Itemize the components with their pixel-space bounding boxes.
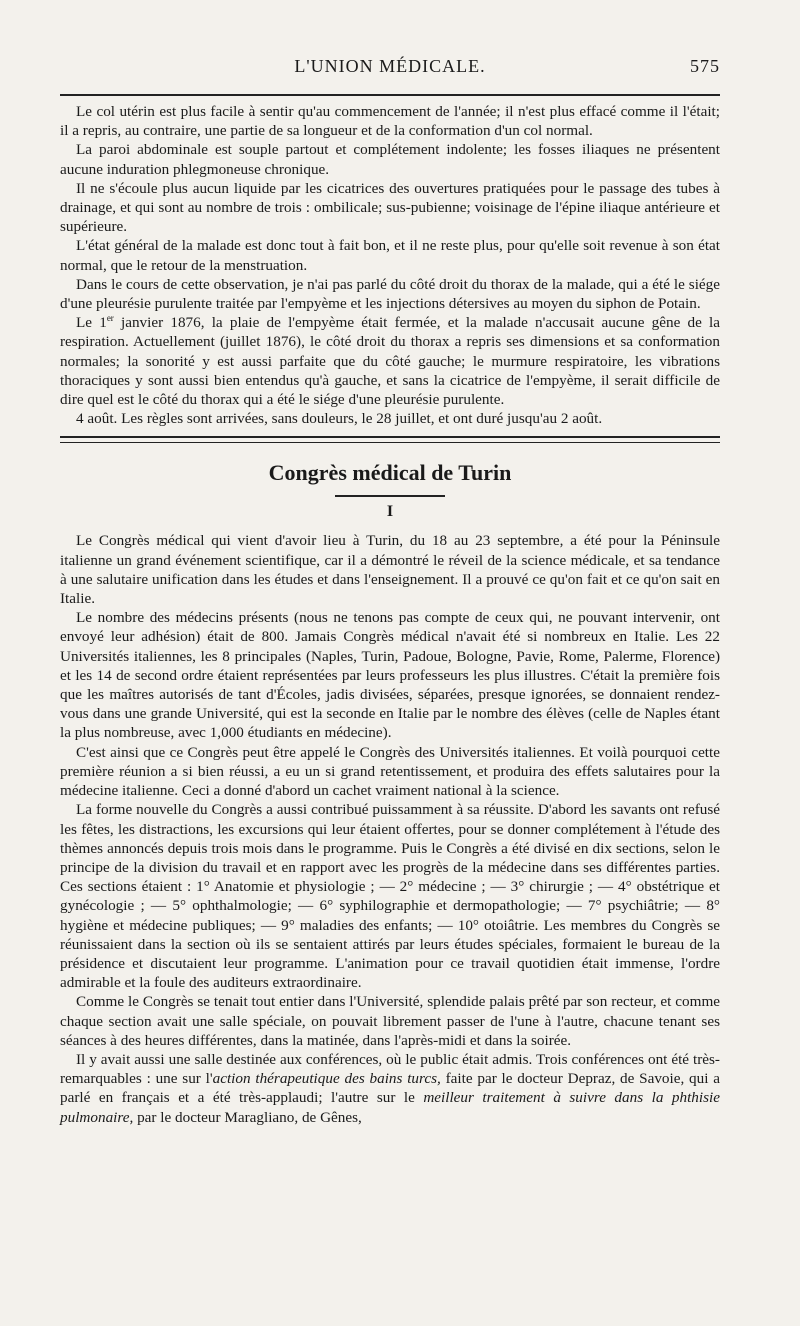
paragraph-january xyxy=(60,313,720,409)
paragraph: Le nombre des médecins présents (nous ne tenons pas compte de ceux qui, ne pouvant intervenir, ont envoyé leur adhésion) était de 800. Jamais Congrès médical n'avait été si nombreux en Italie. Les 22 Universités italiennes, les 8 principales (Naples, Turin, Padoue, Bologne, Pavie, Rome, Palerme, Florence) et les 14 de second ordre étaient représentées par leurs professeurs les plus illustres. C'était la première fois que les maîtres autorisés de tant d'Écoles, jadis divisées, séparées, presque ignorées, se donnaient rendez-vous dans une grande Université, qui est la seconde en Italie par le nombre des élèves (celle de Naples étant la plus nombreuse, avec 1,000 étudiants en médecine). xyxy=(60,609,720,742)
text-run: faite par le docteur Depraz, de Savoie, qui a parlé en français et a été très-applaudi; l'autre sur le xyxy=(60,1070,720,1107)
paragraph: Le col utérin est plus facile à sentir qu'au commencement de l'année; il n'est plus effacé comme il l'était; il a repris, au contraire, une partie de sa longueur et de la conformation d'un col normal. xyxy=(60,103,720,140)
running-head xyxy=(60,56,720,86)
paragraph: Dans le cours de cette observation, je n'ai pas parlé du côté droit du thorax de la malade, qui a été le siége d'une pleurésie purulente traitée par l'empyème et les injections détersives au moyen du siphon de Potain. xyxy=(60,275,720,313)
page-number: 575 xyxy=(690,56,720,76)
italic-title: meilleur traitement à suivre dans la phthisie pulmonaire, xyxy=(60,1089,720,1126)
paragraph: Comme le Congrès se tenait tout entier dans l'Université, splendide palais prêté par son recteur, et comme chaque section avait une salle spéciale, on pouvait librement passer de l'une à l'autre, chacune tenant ses séances à des heures différentes, dans la matinée, dans l'après-midi et dans la soirée. xyxy=(60,993,720,1049)
article-title: Congrès médical de Turin xyxy=(268,460,512,486)
section-divider xyxy=(60,436,720,443)
text-run: Il y avait aussi une salle destinée aux conférences, où le public était admis. Trois conférences ont été très-remarquables : une sur l' xyxy=(60,1050,720,1088)
header-rule xyxy=(60,94,720,96)
paragraph: Le Congrès médical qui vient d'avoir lieu à Turin, du 18 au 23 septembre, a été pour la Péninsule italienne un grand événement scientifique, car il a démontré le réveil de la science médicale, et sa tendance à une salutaire unification dans les études et dans l'enseignement. Il a prouvé ce qu'on fait et ce qu'on sait en Italie. xyxy=(60,532,720,608)
text-run: par le docteur Maragliano, de Gênes, xyxy=(133,1108,362,1126)
paragraph-conferences xyxy=(60,1050,720,1127)
superscript: er xyxy=(106,313,114,324)
paragraph: La forme nouvelle du Congrès a aussi contribué puissamment à sa réussite. D'abord les savants ont refusé les fêtes, les distractions, les excursions qui leur étaient offertes, pour se donner complétement à l'étude des thèmes annoncés depuis trois mois dans le programme. Puis le Congrès a été divisé en dix sections, selon le principe de la division du travail et en rapport avec les progrès de la médecine dans ses différentes parties. Ces sections étaient : 1° Anatomie et physiologie ; — 2° médecine ; — 3° chirurgie ; — 4° obstétrique et gynécologie ; — 5° ophthalmologie; — 6° syphilographie et dermopathologie; — 7° psychiâtrie; — 8° hygiène et médecine publiques; — 9° maladies des enfants; — 10° otoiâtrie. Les membres du Congrès se réunissaient dans la section où ils se sentaient attirés par leurs études spéciales, formaient le bureau de la présidence et discutaient leur programme. L'animation pour ce travail quotidien était immense, l'ordre admirable et la foule des auditeurs extraordinaire. xyxy=(60,801,720,992)
paragraph: 4 août. Les règles sont arrivées, sans douleurs, le 28 juillet, et ont duré jusqu'au 2 août. xyxy=(76,410,603,428)
paragraph: C'est ainsi que ce Congrès peut être appelé le Congrès des Universités italiennes. Et voilà pourquoi cette première réunion a si bien réussi, a eu un si grand retentissement, et produira des effets salutaires pour la médecine italienne. Ceci a donné d'abord un cachet vraiment national à la science. xyxy=(60,743,720,800)
section-number: I xyxy=(386,503,394,521)
paragraph: L'état général de la malade est donc tout à fait bon, et il ne reste plus, pour qu'elle soit revenue à son état normal, que le retour de la menstruation. xyxy=(60,237,720,274)
journal-title: L'UNION MÉDICALE. xyxy=(294,56,486,76)
title-rule xyxy=(335,495,445,497)
paragraph: Il ne s'écoule plus aucun liquide par les cicatrices des ouvertures pratiquées pour le passage des tubes à drainage, et qui sont au nombre de trois : ombilicale; sus-pubienne; voisinage de l'épine iliaque antérieure et supérieure. xyxy=(60,179,720,236)
italic-title: action thérapeutique des bains turcs, xyxy=(212,1070,441,1088)
date-rest: janvier 1876, la plaie de l'empyème était fermée, et la malade n'accusait aucune gêne de la respiration. Actuellement (juillet 1876), le côté droit du thorax a repris ses dimensions et sa conformation normales; la sonorité y est aussi parfaite que du côté gauche; le murmure respiratoire, les vibrations thoraciques y sont aussi bien entendus qu'à gauche, et sans la cicatrice de l'empyème, il serait difficile de dire quel est le côté du thorax qui a été le siége d'une pleurésie purulente. xyxy=(60,314,720,409)
date-start: Le 1 xyxy=(76,314,107,332)
paragraph: La paroi abdominale est souple partout et complétement indolente; les fosses iliaques ne présentent aucune induration phlegmoneuse chronique. xyxy=(60,141,720,178)
